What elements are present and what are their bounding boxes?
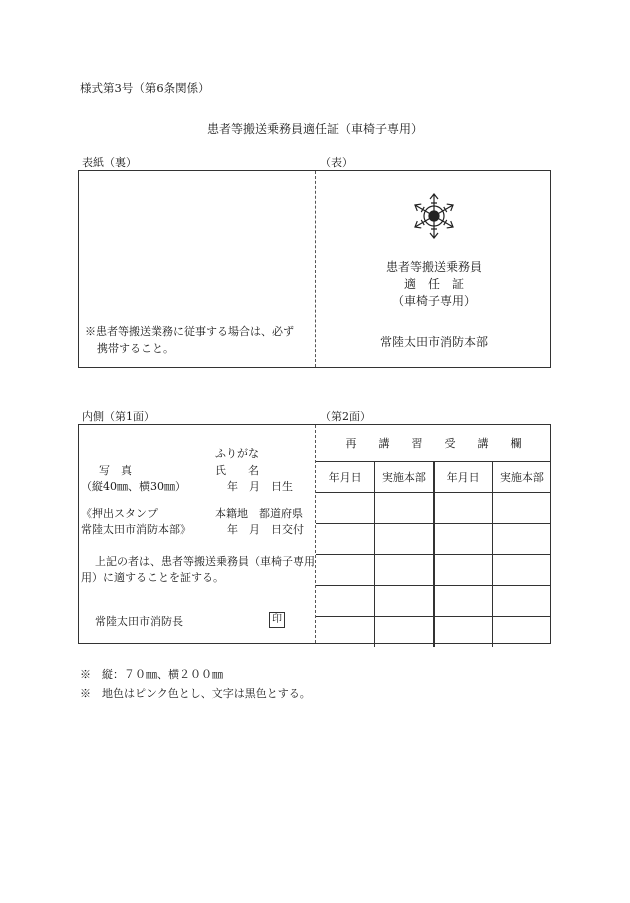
table-row: [316, 493, 551, 524]
fire-chief-label: 常陸太田市消防長: [95, 615, 183, 628]
fire-department-emblem-icon: [409, 191, 459, 241]
inside-page2-label: （第2面）: [320, 410, 371, 423]
issue-date-label: 年 月 日交付: [227, 523, 304, 536]
front-line2: 適 任 証: [403, 277, 464, 291]
department-cell: [375, 555, 434, 586]
retraining-table: [316, 425, 551, 647]
front-line1: 患者等搬送乗務員: [385, 260, 482, 274]
date-cell: [316, 524, 375, 555]
certification-line2: 用）に適することを証する。: [81, 571, 224, 584]
cover-card: [78, 170, 551, 368]
date-cell: [434, 586, 493, 617]
front-title: [316, 259, 552, 310]
front-line3: （車椅子専用）: [391, 294, 476, 308]
form-number: 様式第3号（第6条関係）: [80, 81, 210, 95]
seal-box: 印: [269, 612, 285, 628]
department-cell: [492, 617, 551, 648]
department-cell: [375, 617, 434, 648]
date-cell: [316, 493, 375, 524]
size-note: ※ 縦：７０㎜、横２００㎜: [80, 668, 223, 681]
color-note: ※ 地色はピンク色とし、文字は黒色とする。: [80, 687, 311, 700]
table-row: [316, 524, 551, 555]
carry-note-line2: 携帯すること。: [97, 342, 174, 355]
table-row: [316, 555, 551, 586]
name-label: 氏 名: [215, 464, 259, 477]
date-cell: [434, 617, 493, 648]
inside-page1-label: 内側（第1面）: [82, 410, 155, 423]
column-header-department: 実施本部: [375, 462, 434, 493]
department-cell: [492, 586, 551, 617]
stamp-line2: 常陸太田市消防本部》: [81, 523, 191, 536]
department-cell: [492, 493, 551, 524]
domicile-label: 本籍地 都道府県: [215, 507, 303, 520]
column-header-department: 実施本部: [492, 462, 551, 493]
department-cell: [492, 524, 551, 555]
stamp-line1: 《押出スタンプ: [81, 507, 158, 520]
carry-note-line1: ※患者等搬送業務に従事する場合は、必ず: [85, 325, 294, 338]
date-cell: [434, 555, 493, 586]
table-row: [316, 617, 551, 648]
furigana-label: ふりがな: [215, 447, 259, 460]
carry-note: [85, 323, 294, 357]
inside-card: [78, 424, 551, 644]
date-cell: [316, 617, 375, 648]
department-cell: [375, 524, 434, 555]
cover-back-label: 表紙（裏）: [82, 156, 137, 169]
column-header-date: 年月日: [434, 462, 493, 493]
date-cell: [434, 524, 493, 555]
retraining-header: 再講習受講欄: [316, 425, 551, 462]
photo-size: （縦40㎜、横30㎜）: [81, 480, 186, 493]
date-cell: [316, 586, 375, 617]
department-cell: [375, 493, 434, 524]
front-issuer: 常陸太田市消防本部: [379, 335, 488, 349]
birth-date-label: 年 月 日生: [227, 480, 293, 493]
department-cell: [492, 555, 551, 586]
cover-front-label: （表）: [320, 156, 353, 169]
date-cell: [316, 555, 375, 586]
department-cell: [375, 586, 434, 617]
photo-label: 写 真: [99, 464, 132, 477]
date-cell: [434, 493, 493, 524]
document-title: 患者等搬送乗務員適任証（車椅子専用）: [206, 122, 423, 136]
certification-line1: 上記の者は、患者等搬送乗務員（車椅子専用: [95, 555, 315, 568]
table-row: [316, 586, 551, 617]
column-header-date: 年月日: [316, 462, 375, 493]
